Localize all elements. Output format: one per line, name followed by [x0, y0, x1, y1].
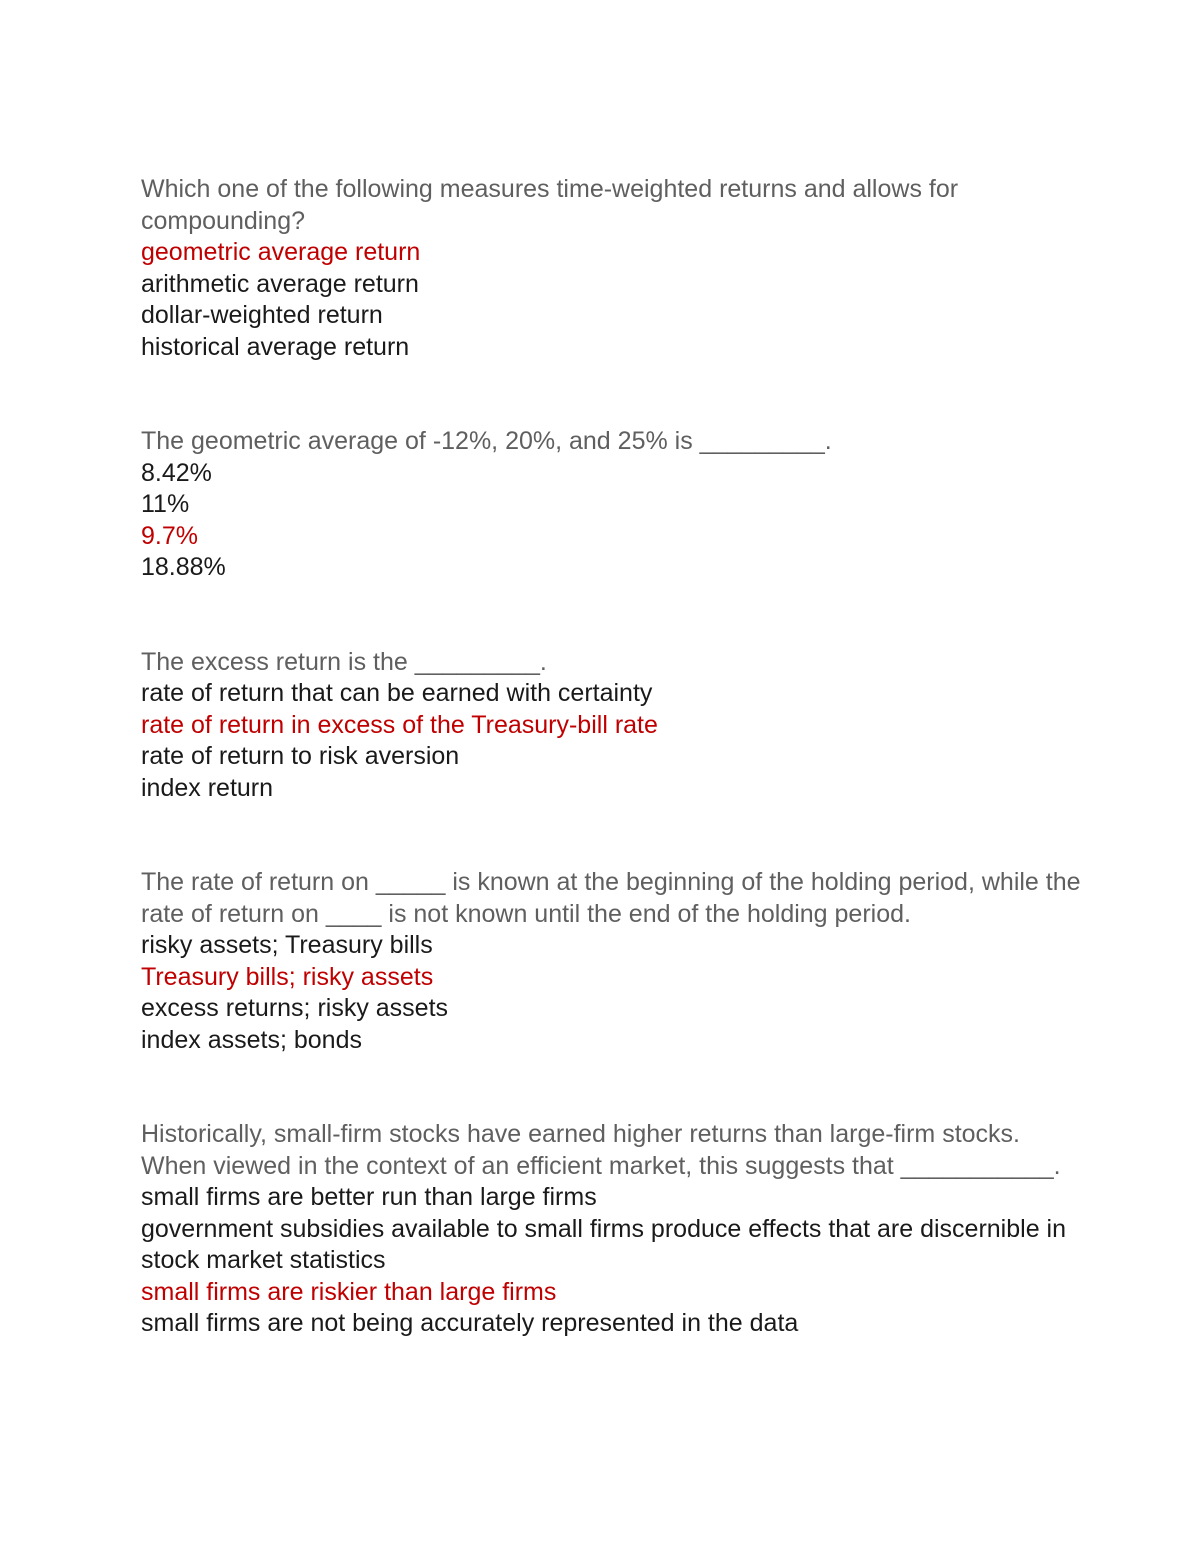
answer-option: 18.88%: [141, 553, 226, 581]
question-text: Historically, small-firm stocks have earned higher returns than large-firm stocks. When viewed in the context of an efficient market, this suggests that ___________.: [141, 1120, 1061, 1180]
question-block-1: [141, 174, 1081, 363]
answer-option: risky assets; Treasury bills: [141, 931, 433, 959]
question-block-3: [141, 647, 1081, 805]
answer-option: historical average return: [141, 332, 410, 361]
answer-option: rate of return that can be earned with certainty: [141, 679, 653, 707]
question-text: The rate of return on _____ is known at the beginning of the holding period, while the rate of return on ____ is not known until the end of the holding period.: [141, 868, 1081, 928]
answer-options: [141, 458, 1081, 584]
answer-options: [141, 678, 1081, 804]
answer-options: [141, 237, 1081, 363]
answer-option: excess returns; risky assets: [141, 994, 449, 1022]
answer-option: rate of return to risk aversion: [141, 742, 460, 770]
answer-option: 11%: [141, 490, 190, 518]
answer-option: arithmetic average return: [141, 269, 419, 298]
question-block-4: [141, 867, 1081, 1056]
question-text: The excess return is the _________.: [141, 647, 547, 676]
quiz-content: [141, 174, 1081, 1403]
answer-option-correct: 9.7%: [141, 521, 198, 550]
answer-option-correct: geometric average return: [141, 238, 421, 266]
answer-options: [141, 1182, 1081, 1340]
question-text: Which one of the following measures time-weighted returns and allows for compounding?: [141, 175, 959, 235]
answer-option: index assets; bonds: [141, 1025, 362, 1054]
answer-option: dollar-weighted return: [141, 301, 383, 329]
answer-options: [141, 930, 1081, 1056]
question-block-5: [141, 1119, 1081, 1340]
question-text: The geometric average of -12%, 20%, and 25% is _________.: [141, 427, 832, 455]
answer-option: small firms are better run than large firms: [141, 1183, 597, 1211]
answer-option: index return: [141, 773, 274, 802]
answer-option: small firms are not being accurately represented in the data: [141, 1309, 799, 1337]
answer-option-correct: Treasury bills; risky assets: [141, 962, 434, 991]
answer-option: 8.42%: [141, 458, 212, 487]
question-block-2: [141, 426, 1081, 584]
answer-option: government subsidies available to small firms produce effects that are discernible in stock market statistics: [141, 1214, 1066, 1274]
answer-option-correct: rate of return in excess of the Treasury-bill rate: [141, 710, 658, 739]
answer-option-correct: small firms are riskier than large firms: [141, 1277, 557, 1306]
